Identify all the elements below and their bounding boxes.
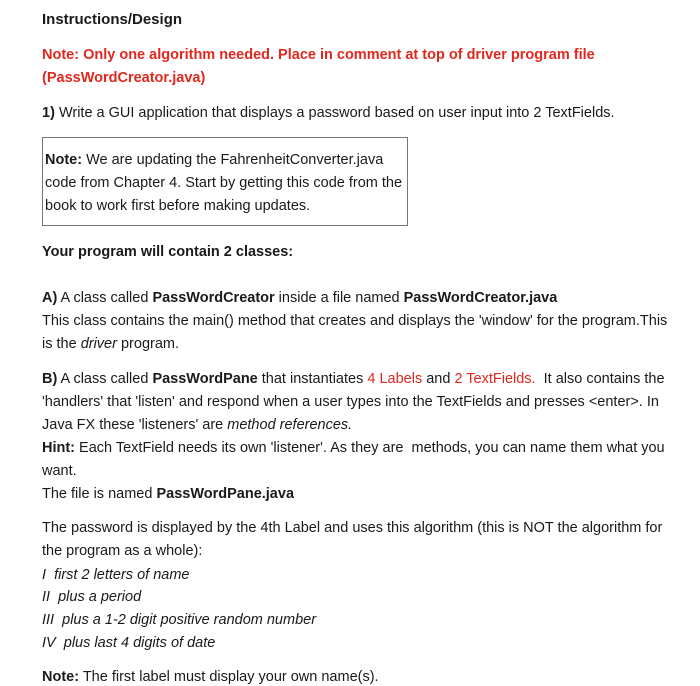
classes-heading-text: Your program will contain 2 classes: xyxy=(42,244,294,260)
class-b-textfields: 2 TextFields. xyxy=(454,371,536,387)
class-a-line1 xyxy=(42,289,557,307)
hint-line1 xyxy=(42,439,665,457)
boxed-note-text1: We are updating the FahrenheitConverter.java xyxy=(86,152,384,168)
step-1 xyxy=(42,104,615,122)
classes-heading xyxy=(42,243,293,261)
algorithm-step-3 xyxy=(42,611,316,629)
class-b-text2: that instantiates xyxy=(257,371,368,387)
algorithm-step-4 xyxy=(42,634,215,652)
step-1-number: 1) xyxy=(42,105,55,121)
boxed-note-line3: book to work first before making updates. xyxy=(45,198,311,214)
final-note-text: The first label must display your own name(s). xyxy=(79,669,379,685)
password-line1: The password is displayed by the 4th Label and uses this algorithm (this is NOT the algorithm for xyxy=(42,520,663,536)
class-a-line3-post: program. xyxy=(116,336,180,352)
algorithm-step-1 xyxy=(42,566,189,584)
class-b-line3-pre: Java FX these 'listeners' are xyxy=(42,417,228,433)
boxed-note-label: Note: xyxy=(45,152,83,168)
class-a-text2: inside a file named xyxy=(274,290,404,306)
hint-line2: want. xyxy=(42,463,77,479)
hint-text: Each TextField needs its own 'listener'. As they are methods, you can name them what you xyxy=(75,440,665,456)
class-a-line2: This class contains the main() method that creates and displays the 'window' for the program.This xyxy=(42,313,668,329)
class-b-line3 xyxy=(42,416,352,434)
step-1-text: Write a GUI application that displays a password based on user input into 2 TextFields. xyxy=(58,105,615,121)
class-b-text3: and xyxy=(422,371,455,387)
class-b-name: PassWordPane xyxy=(152,371,258,387)
document-title: Instructions/Design xyxy=(42,11,183,28)
algorithm-note-line1: Note: Only one algorithm needed. Place in comment at top of driver program file xyxy=(42,47,595,63)
class-a-name: PassWordCreator xyxy=(152,290,275,306)
boxed-note-line2: code from Chapter 4. Start by getting this code from the xyxy=(45,175,403,191)
class-b-line2: 'handlers' that 'listen' and respond when a user types into the TextFields and presses <enter>. In xyxy=(42,394,659,410)
class-a-line3-italic: driver xyxy=(80,336,117,352)
class-b-line1 xyxy=(42,370,665,388)
class-a-line3-pre: is the xyxy=(42,336,81,352)
class-a-line3 xyxy=(42,335,179,353)
file-name-pre: The file is named xyxy=(42,486,157,502)
boxed-note xyxy=(42,137,408,226)
class-b-text1: A class called xyxy=(60,371,153,387)
class-b-line3-italic: method references. xyxy=(227,417,353,433)
password-line2: the program as a whole): xyxy=(42,543,203,559)
class-a-file: PassWordCreator.java xyxy=(403,290,558,306)
algorithm-step-3-text: III plus a 1-2 digit positive random number xyxy=(42,612,317,628)
file-name-bold: PassWordPane.java xyxy=(156,486,295,502)
class-a-prefix: A) xyxy=(42,290,58,306)
algorithm-note-line2: (PassWordCreator.java) xyxy=(42,70,206,86)
class-b-text4: It also contains the xyxy=(535,371,665,387)
boxed-note-line1 xyxy=(45,151,383,169)
class-b-prefix: B) xyxy=(42,371,58,387)
final-note-label: Note: xyxy=(42,669,80,685)
algorithm-step-1-text: I first 2 letters of name xyxy=(42,567,190,583)
algorithm-step-4-text: IV plus last 4 digits of date xyxy=(42,635,216,651)
class-b-labels: 4 Labels xyxy=(367,371,423,387)
algorithm-step-2-text: II plus a period xyxy=(42,589,142,605)
algorithm-step-2 xyxy=(42,588,141,606)
file-name-line xyxy=(42,485,294,503)
final-note xyxy=(42,668,379,686)
hint-label: Hint: xyxy=(42,440,76,456)
class-a-text1: A class called xyxy=(60,290,153,306)
